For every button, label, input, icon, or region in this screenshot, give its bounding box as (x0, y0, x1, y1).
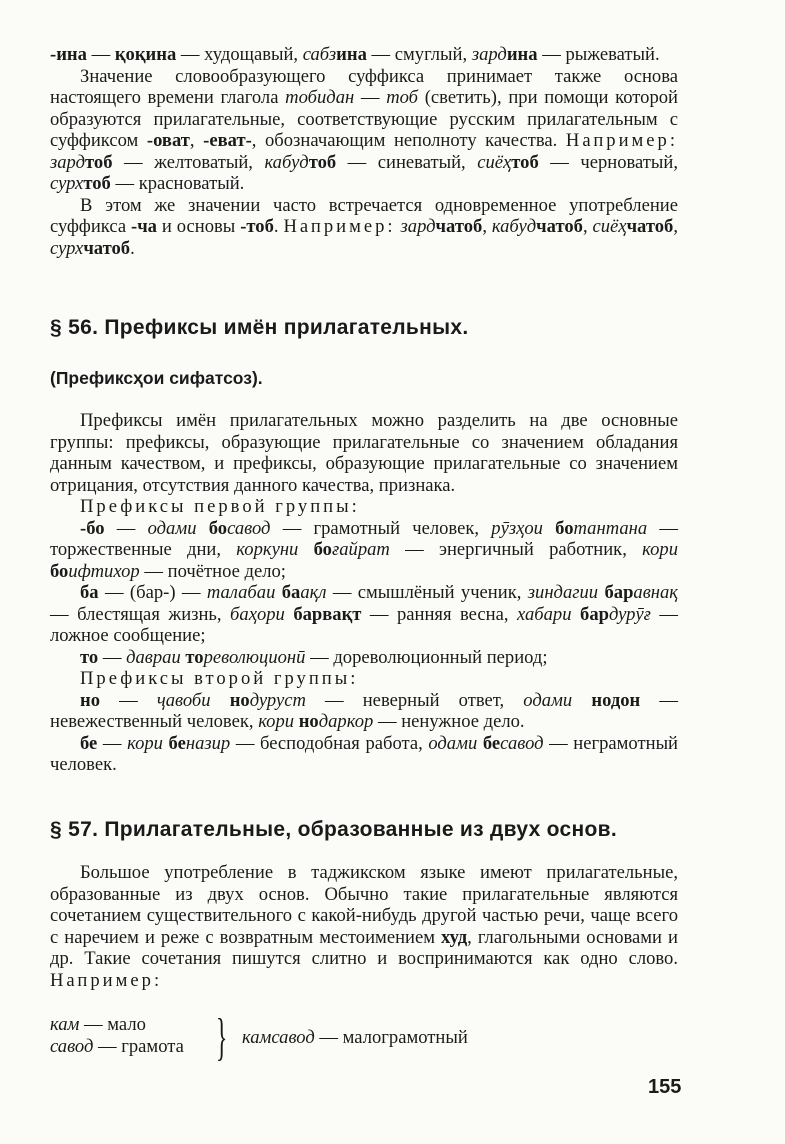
text-run: бар (580, 603, 609, 625)
text-run: сурх (50, 237, 84, 259)
text-run: но (298, 711, 319, 732)
text-run: то (80, 646, 99, 668)
example-line-2 (50, 1036, 184, 1058)
section-56-subheading: (Префиксҳои сифатсоз). (50, 368, 263, 388)
text-run: савод (500, 732, 544, 754)
group-1-label: Префиксы первой группы: (80, 496, 360, 517)
text-run: савод (227, 517, 271, 539)
text-run: — грамотный человек, (270, 517, 492, 539)
text-run: но (591, 689, 611, 711)
text-run: -ина (50, 44, 87, 65)
text-run: бо (313, 539, 332, 560)
curly-brace: } (216, 1009, 228, 1066)
example-result-gloss: — малограмотный (314, 1027, 468, 1048)
text-run: дуруст (249, 689, 306, 711)
text-run: В этом же значении часто встречается одновременное употребление суффикса (50, 194, 678, 237)
text-run: тоб (83, 173, 111, 194)
example-result (242, 1027, 468, 1049)
text-run: то (185, 646, 204, 668)
text-run: кори (258, 711, 299, 732)
text-run: , обозначающим неполноту качества. (251, 130, 566, 151)
example-result-word: камсавод (242, 1027, 315, 1048)
text-run: коркуни (236, 539, 314, 560)
text-run: — ранняя весна, (361, 603, 517, 625)
text-run: — энергичный работник, (389, 539, 643, 560)
text-run: давраи (126, 646, 186, 668)
text-run: кори (127, 732, 169, 754)
text-run: — красноватый. (110, 173, 245, 194)
group-2-label: Префиксы второй группы: (80, 668, 359, 689)
text-run: тоб (511, 151, 539, 173)
text-run: . (130, 237, 135, 259)
text-run: рӯзҳои (491, 517, 556, 539)
text-run: Например: (50, 969, 163, 991)
text-run: — неверный ответ, (305, 689, 524, 711)
section-57-heading: § 57. Прилагательные, образованные из двух основ. (50, 818, 617, 841)
text-run: — (354, 87, 387, 108)
text-run: — блестящая жизнь, (50, 603, 231, 625)
text-run: -бо (80, 517, 105, 539)
text-run: авнақ (633, 582, 678, 603)
text-run: Префиксы имён прилагательных можно разделить на две основные группы: префиксы, образующие прилагательные со значением обладания данным качеством, и префиксы, образующие прилагательные со значением отрицания, отсутствия данного качества, признака. (50, 410, 678, 496)
text-run: бе (80, 732, 98, 754)
text-run: — желтоватый, (112, 151, 265, 173)
text-run: бо (555, 517, 574, 539)
text-run: — синеватый, (336, 151, 478, 173)
text-run: Значение словообразующего суффикса принимает также основа настоящего времени глагола (50, 65, 678, 108)
example-word-savod: савод (50, 1036, 94, 1057)
text-run: тантана (573, 517, 648, 539)
text-run: революционӣ (203, 646, 306, 668)
paragraph-ina (50, 44, 678, 66)
text-run: қоқина (114, 44, 177, 65)
prefix-ba (50, 582, 678, 647)
text-run: одами (523, 689, 592, 711)
text-run: — худощавый, (176, 44, 303, 65)
text-run: тоб (386, 87, 419, 108)
example-gloss-savod: — грамота (93, 1036, 184, 1057)
example-gloss-kam: — мало (79, 1014, 146, 1035)
text-run: , (673, 216, 679, 237)
text-run: — невежественный человек, (50, 689, 678, 732)
text-run: — ненужное дело. (373, 711, 525, 732)
top-text (50, 44, 678, 259)
text-run: но (229, 689, 250, 711)
text-run: чатоб (83, 237, 131, 259)
text-run: , глагольными основами и др. Такие сочетания пишутся слитно и воспринимаются как одно слово. (50, 926, 679, 969)
paragraph-chatob (50, 195, 678, 260)
prefix-be (50, 733, 678, 776)
text-run: — торжественные дни, (50, 517, 678, 560)
text-run: — дореволюционный период; (305, 646, 548, 668)
text-run: — почётное дело; (139, 560, 286, 582)
text-run: -еват- (203, 130, 252, 151)
text-run: — (98, 646, 127, 668)
text-run: талабаи (206, 582, 282, 603)
text-run: Большое употребление в таджикском языке имеют прилагательные, образованные из двух основ. Обычно такие прилагательные являются сочетанием существительного с какой-нибудь другой частью речи, чаще всего с наречием и реже с возвратным местоимением (50, 862, 678, 948)
text-run: зард (400, 216, 436, 237)
text-run: тоб (85, 151, 113, 173)
text-run: — смышлёный ученик, (326, 582, 528, 603)
text-run: вақт (322, 603, 362, 625)
text-run: ғайрат (331, 539, 390, 560)
text-run: — (104, 517, 148, 539)
text-run: — черноватый, (538, 151, 679, 173)
text-run: даркор (318, 711, 374, 732)
text-run: дурӯғ (608, 603, 651, 625)
text-run: . (273, 216, 284, 237)
text-run: зард (50, 151, 86, 173)
text-run: одами (147, 517, 209, 539)
text-run: бе (168, 732, 186, 754)
text-run: — (бар-) — (98, 582, 207, 603)
text-run: -оват (146, 130, 190, 151)
text-run: ҷавоби (156, 689, 230, 711)
text-run: зиндагии (527, 582, 605, 603)
example-line-1 (50, 1014, 146, 1036)
text-run: сиёҳ (477, 151, 512, 173)
text-run: кори (642, 539, 679, 560)
text-run: , (189, 130, 204, 151)
text-run: , (582, 216, 593, 237)
text-run: назир (185, 732, 231, 754)
text-run: — (100, 689, 157, 711)
text-run: -тоб (240, 216, 274, 237)
text-run: (светить), при помощи которой образуются прилагательные, соответствующие русским прилагательным с суффиксом (50, 87, 678, 151)
paragraph-tob (50, 66, 678, 195)
text-run: ба (80, 582, 99, 603)
text-run: сурх (50, 173, 84, 194)
text-run: тобидан (285, 87, 355, 108)
text-run: тоб (308, 151, 337, 173)
text-run: одами (428, 732, 483, 754)
paragraph-prefix-intro (50, 410, 678, 496)
text-run: и основы (156, 216, 241, 237)
text-run: Например: (565, 130, 679, 151)
text-run: бар (293, 603, 323, 625)
text-run: — (86, 44, 115, 65)
section-57-body (50, 862, 678, 991)
text-run: кабуд (264, 151, 309, 173)
prefix-no (50, 690, 678, 733)
text-run: бар (604, 582, 634, 603)
text-run: — смуглый, (366, 44, 472, 65)
example-word-kam: кам (50, 1014, 80, 1035)
text-run: бо (50, 560, 69, 582)
text-run: бо (208, 517, 228, 539)
page-number: 155 (648, 1076, 682, 1098)
text-run: , (482, 216, 492, 237)
text-run: ақл (300, 582, 327, 603)
text-run: ина (506, 44, 538, 65)
text-run: дон (610, 689, 641, 711)
text-run: -ча (131, 216, 157, 237)
prefix-to (50, 647, 678, 669)
text-run: чатоб (435, 216, 483, 237)
section-56-heading: § 56. Префиксы имён прилагательных. (50, 316, 469, 339)
text-run: зард (471, 44, 507, 65)
text-run: ина (336, 44, 367, 65)
text-run: Например: (283, 216, 396, 237)
section-56-body (50, 410, 678, 776)
text-run: чатоб (626, 216, 674, 237)
prefix-bo (50, 518, 678, 583)
text-run: ифтихор (68, 560, 140, 582)
text-run: — ложное сообщение; (50, 603, 679, 646)
paragraph-two-stems (50, 862, 678, 991)
text-run: — рыжеватый. (537, 44, 660, 65)
text-run: сабз (302, 44, 337, 65)
text-run: — (97, 732, 128, 754)
text-run: сиёҳ (592, 216, 627, 237)
text-run: но (80, 689, 101, 711)
text-run: кабуд (491, 216, 537, 237)
text-run: худ (441, 926, 468, 948)
text-run: бе (482, 732, 501, 754)
text-run: — бесподобная работа, (230, 732, 429, 754)
text-run: чатоб (536, 216, 583, 237)
text-run: ба (281, 582, 301, 603)
text-run: хабари (516, 603, 581, 625)
text-run: — неграмотный человек. (50, 732, 679, 775)
text-run: баҳори (230, 603, 294, 625)
